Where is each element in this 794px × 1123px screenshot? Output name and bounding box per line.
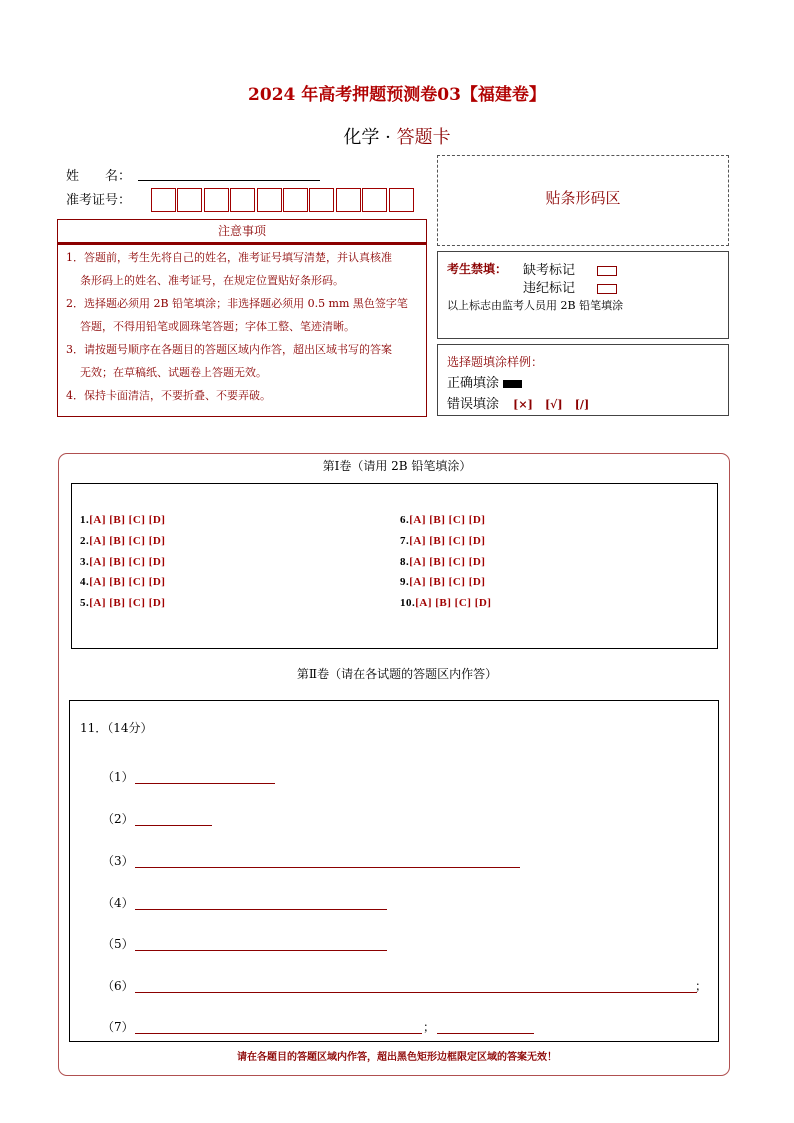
id-digit-box[interactable] bbox=[204, 188, 229, 212]
part-label: （5） bbox=[102, 937, 134, 951]
answer-options[interactable]: [A] [B] [C] [D] bbox=[409, 514, 486, 526]
notice-item-cont: 无效；在草稿纸、试题卷上答题无效。 bbox=[80, 366, 267, 379]
subject: 化学 bbox=[343, 127, 380, 148]
footer-warning: 请在各题目的答题区域内作答，超出黑色矩形边框限定区域的答案无效！ bbox=[237, 1052, 557, 1063]
exam-title: 2024 年高考押题预测卷03【福建卷】 bbox=[248, 85, 546, 105]
notice-item: 3．请按题号顺序在各题目的答题区域内作答，超出区域书写的答案 bbox=[66, 343, 392, 356]
answer-line[interactable] bbox=[135, 992, 697, 993]
mc-question[interactable] bbox=[80, 597, 165, 609]
sample-box bbox=[437, 344, 729, 416]
notice-item-cont: 答题，不得用铅笔或圆珠笔答题；字体工整、笔迹清晰。 bbox=[80, 320, 355, 333]
answer-line[interactable] bbox=[135, 783, 275, 784]
notice-item: 4．保持卡面清洁，不要折叠、不要弄破。 bbox=[66, 389, 271, 402]
question-11-box bbox=[69, 700, 719, 1042]
forbidden-box bbox=[437, 251, 729, 339]
id-digit-box[interactable] bbox=[309, 188, 334, 212]
question-number: 1. bbox=[80, 514, 90, 526]
part-label: （2） bbox=[102, 812, 134, 826]
question-11-title: 11．（14分） bbox=[80, 721, 153, 735]
section1-title: 第Ⅰ卷（请用 2B 铅笔填涂） bbox=[322, 459, 472, 473]
forbidden-label: 考生禁填： bbox=[447, 262, 508, 276]
answer-line[interactable] bbox=[135, 825, 212, 826]
question-number: 10. bbox=[400, 597, 416, 609]
mc-question[interactable] bbox=[80, 514, 165, 526]
answer-options[interactable]: [A] [B] [C] [D] bbox=[89, 514, 166, 526]
correct-sample bbox=[447, 372, 522, 391]
absent-label: 缺考标记 bbox=[523, 263, 576, 278]
id-label: 准考证号： bbox=[66, 193, 132, 208]
answer-options[interactable]: [A] [B] [C] [D] bbox=[415, 597, 492, 609]
id-digit-box[interactable] bbox=[389, 188, 414, 212]
id-digit-box[interactable] bbox=[283, 188, 308, 212]
violation-checkbox[interactable] bbox=[597, 284, 617, 294]
filled-mark bbox=[503, 380, 522, 388]
notice-body bbox=[57, 243, 427, 417]
notice-header: 注意事项 bbox=[57, 219, 427, 243]
answer-options[interactable]: [A] [B] [C] [D] bbox=[409, 576, 486, 588]
name-field[interactable] bbox=[138, 180, 320, 181]
notice-item-cont: 条形码上的姓名、准考证号，在规定位置贴好条形码。 bbox=[80, 274, 344, 287]
notice-item: 1．答题前，考生先将自己的姓名，准考证号填写清楚，并认真核准 bbox=[66, 251, 392, 264]
id-digit-box[interactable] bbox=[362, 188, 387, 212]
mc-question[interactable] bbox=[80, 576, 165, 588]
answer-options[interactable]: [A] [B] [C] [D] bbox=[89, 556, 166, 568]
mc-question[interactable] bbox=[400, 576, 485, 588]
wrong-mark-slash: [/] bbox=[574, 398, 590, 411]
answer-line[interactable] bbox=[135, 1033, 422, 1034]
question-number: 9. bbox=[400, 576, 410, 588]
answer-line[interactable] bbox=[135, 867, 520, 868]
subject-title bbox=[0, 123, 794, 149]
sample-title: 选择题填涂样例： bbox=[447, 355, 544, 369]
question-number: 7. bbox=[400, 535, 410, 547]
answer-options[interactable]: [A] [B] [C] [D] bbox=[89, 597, 166, 609]
name-label: 姓 名： bbox=[66, 169, 132, 184]
barcode-area bbox=[437, 155, 729, 246]
wrong-sample bbox=[447, 393, 589, 412]
question-number: 3. bbox=[80, 556, 90, 568]
wrong-label: 错误填涂 bbox=[447, 397, 500, 412]
semicolon: ； bbox=[695, 979, 708, 993]
absent-checkbox[interactable] bbox=[597, 266, 617, 276]
id-digit-box[interactable] bbox=[151, 188, 176, 212]
part-label: （4） bbox=[102, 896, 134, 910]
question-number: 2. bbox=[80, 535, 90, 547]
question-number: 4. bbox=[80, 576, 90, 588]
id-digit-box[interactable] bbox=[230, 188, 255, 212]
id-digit-box[interactable] bbox=[336, 188, 361, 212]
correct-label: 正确填涂 bbox=[447, 376, 500, 391]
mc-question[interactable] bbox=[80, 535, 165, 547]
absent-mark-row bbox=[523, 259, 617, 278]
answer-options[interactable]: [A] [B] [C] [D] bbox=[89, 576, 166, 588]
question-number: 5. bbox=[80, 597, 90, 609]
mc-question[interactable] bbox=[80, 556, 165, 568]
violation-mark-row bbox=[523, 277, 617, 296]
part-label: （1） bbox=[102, 770, 134, 784]
section2-title: 第Ⅱ卷（请在各试题的答题区内作答） bbox=[296, 667, 498, 681]
mc-question[interactable] bbox=[400, 597, 491, 609]
question-number: 8. bbox=[400, 556, 410, 568]
mc-question[interactable] bbox=[400, 556, 485, 568]
answer-line[interactable] bbox=[437, 1033, 534, 1034]
semicolon: ； bbox=[423, 1020, 436, 1034]
separator: · bbox=[379, 127, 397, 148]
violation-label: 违纪标记 bbox=[523, 281, 576, 296]
mc-question[interactable] bbox=[400, 535, 485, 547]
card-label: 答题卡 bbox=[396, 127, 451, 148]
answer-options[interactable]: [A] [B] [C] [D] bbox=[409, 556, 486, 568]
section1-box bbox=[71, 483, 718, 649]
part-label: （7） bbox=[102, 1020, 134, 1034]
answer-options[interactable]: [A] [B] [C] [D] bbox=[409, 535, 486, 547]
mc-question[interactable] bbox=[400, 514, 485, 526]
barcode-label: 贴条形码区 bbox=[545, 189, 621, 207]
part-label: （3） bbox=[102, 854, 134, 868]
id-digit-box[interactable] bbox=[257, 188, 282, 212]
notice-item: 2．选择题必须用 2B 铅笔填涂；非选择题必须用 0.5 mm 黑色签字笔 bbox=[66, 297, 408, 310]
part-label: （6） bbox=[102, 979, 134, 993]
answer-options[interactable]: [A] [B] [C] [D] bbox=[89, 535, 166, 547]
question-number: 6. bbox=[400, 514, 410, 526]
answer-line[interactable] bbox=[135, 950, 387, 951]
wrong-mark-check: [√] bbox=[544, 398, 563, 411]
forbidden-note: 以上标志由监考人员用 2B 铅笔填涂 bbox=[447, 299, 624, 312]
answer-line[interactable] bbox=[135, 909, 387, 910]
wrong-mark-x: [×] bbox=[513, 398, 533, 411]
id-digit-box[interactable] bbox=[177, 188, 202, 212]
